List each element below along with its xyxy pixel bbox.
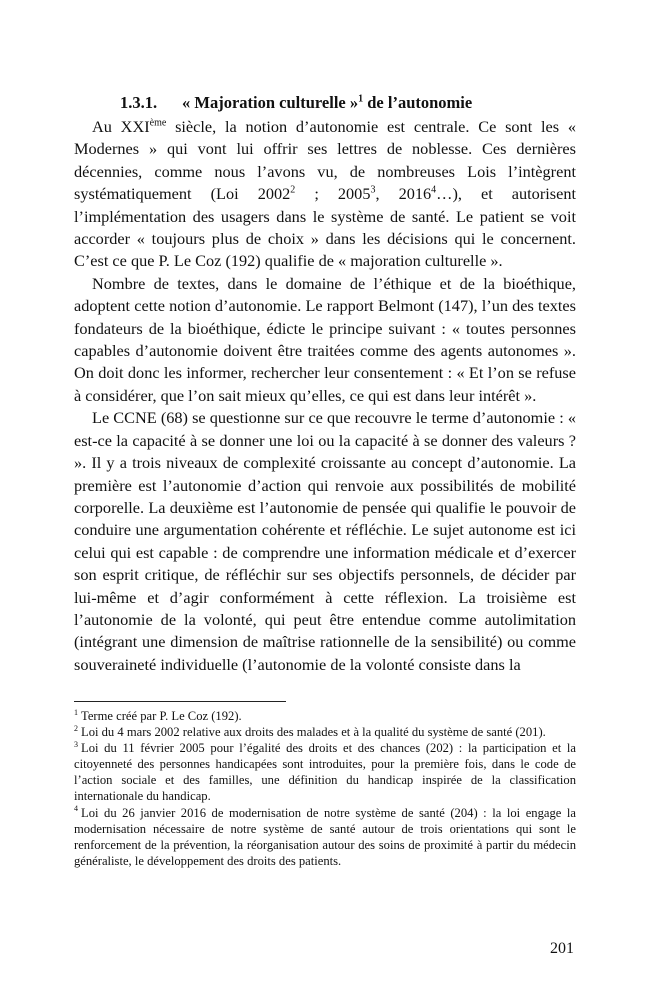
footnote-ref[interactable]: 1 bbox=[358, 93, 364, 105]
footnote-separator bbox=[74, 701, 286, 702]
footnote-ref[interactable]: 3 bbox=[370, 184, 376, 196]
superscript: ème bbox=[149, 117, 167, 129]
section-number: 1.3.1. bbox=[120, 93, 158, 112]
paragraph-3: Le CCNE (68) se questionne sur ce que recouvre le terme d’autonomie : « est-ce la capacité à se donner une loi ou la capacité à se donner des valeurs ? ». Il y a trois niveaux de complexité croissante au concept d’autonomie. La première est l’autonomie d’action qui renvoie aux possibilités de mobilité corporelle. La deuxième est l’autonomie de pensée qui qualifie le pouvoir de conduire une argumentation cohérente et réfléchie. Le sujet autonome est ici celui qui est capable : de comprendre une information médicale et d’exercer son esprit critique, de réfléchir sur ses objectifs personnels, de décider par lui-même et d’agir conformément à cette réflexion. La troisième est l’autonomie de la volonté, qui peut être entendue comme autolimitation (intégrant une dimension de maîtrise rationnelle de la sensibilité) ou comme souveraineté individuelle (l’autonomie de la volonté consiste dans la bbox=[74, 408, 576, 674]
footnote-mark: 3 bbox=[74, 740, 78, 749]
section-title: « Majoration culturelle » bbox=[182, 93, 359, 112]
footnote-text: Loi du 4 mars 2002 relative aux droits des malades et à la qualité du système de santé (201). bbox=[81, 725, 546, 740]
text-run: , 2016 bbox=[375, 184, 432, 204]
footnote-list bbox=[74, 708, 576, 869]
footnote-text: Loi du 26 janvier 2016 de modernisation de notre système de santé (204) : la loi engage la modernisation nécessaire de notre système de santé autour de trois orientations qui sont le renforcement de la prévention, la réorganisation autour des soins de proximité à partir du médecin généraliste, le développement des droits des patients. bbox=[74, 805, 576, 868]
footnote-4 bbox=[74, 805, 576, 869]
footnote-1 bbox=[74, 708, 576, 724]
text-run: siècle, la notion d’autonomie est centrale. Ce sont les « Modernes » qui vont lui offrir ses lettres de noblesse. Ces dernières décennies, comme nous l’avons vu, de nombreuses Lois l’intègrent systématiquement (Loi 2002 bbox=[74, 117, 577, 204]
footnote-text: Terme créé par P. Le Coz (192). bbox=[81, 709, 242, 723]
paragraph-1 bbox=[74, 116, 576, 273]
text-run: …), et autorisent l’implémentation des usagers dans le système de santé. Le patient se voit accorder « toujours plus de choix » dans les décisions qui le concernent. C’est ce que P. Le Coz (192) qualifie de « majoration culturelle ». bbox=[74, 184, 576, 271]
paragraph-2: Nombre de textes, dans le domaine de l’éthique et de la bioéthique, adoptent cette notion d’autonomie. Le rapport Belmont (147), l’un des textes fondateurs de la bioéthique, édicte le principe suivant : « toutes personnes capables d’autonomie doivent être traitées comme des agents autonomes ». On doit donc les informer, rechercher leur consentement : « Et l’on se refuse à considérer, que l’on sait mieux qu’elles, ce qui est dans leur intérêt ». bbox=[74, 273, 576, 405]
text-run: Au XXI bbox=[92, 117, 150, 136]
section-title-suffix: de l’autonomie bbox=[363, 93, 473, 112]
text-run: ; 2005 bbox=[295, 184, 371, 204]
footnote-3 bbox=[74, 740, 576, 804]
footnote-mark: 2 bbox=[74, 723, 78, 733]
section-heading bbox=[74, 92, 576, 114]
footnote-ref[interactable]: 2 bbox=[290, 184, 296, 196]
footnote-text: Loi du 11 février 2005 pour l’égalité des droits et des chances (202) : la participation et la citoyenneté des personnes handicapées sont introduites, pour la première fois, dans le code de l’action sociale et des familles, une définition du handicap inspirée de la classification internationale du handicap. bbox=[74, 741, 576, 804]
footnote-mark: 4 bbox=[74, 804, 78, 814]
footnotes-section bbox=[74, 701, 576, 869]
footnote-mark: 1 bbox=[74, 707, 78, 717]
footnote-ref[interactable]: 4 bbox=[431, 184, 437, 196]
page-number: 201 bbox=[550, 940, 574, 957]
footnote-2 bbox=[74, 724, 576, 740]
